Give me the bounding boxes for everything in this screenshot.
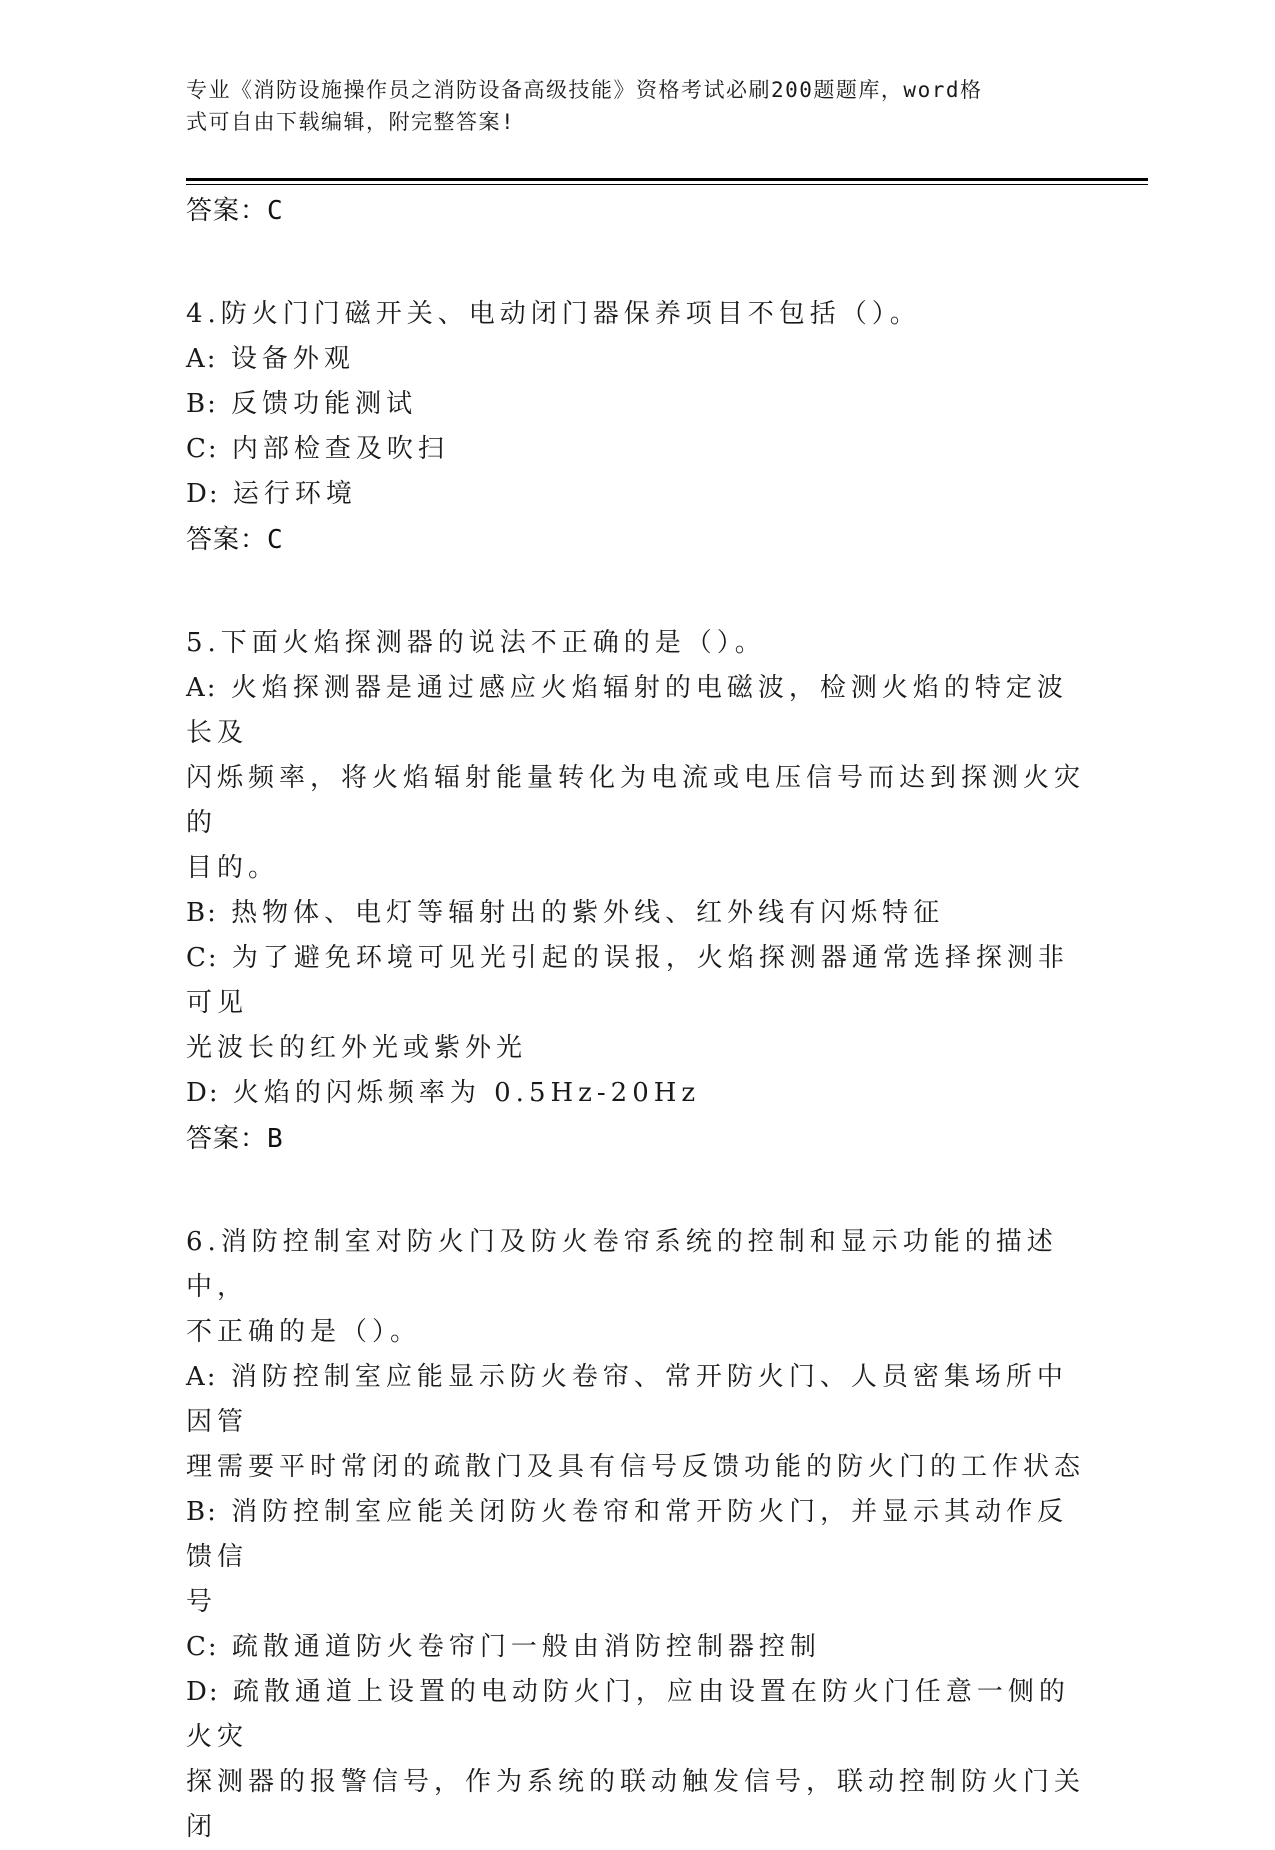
answer-value: C [267,196,284,226]
option-b-cont: 号 [186,1587,218,1617]
option-b: B: 反馈功能测试 [186,389,418,419]
answer-label: 答案： [186,196,268,226]
spacer [186,563,1086,621]
option-a: A: 消防控制室应能显示防火卷帘、常开防火门、人员密集场所中因管 [186,1362,1068,1437]
question-stem: 4.防火门门磁开关、电动闭门器保养项目不包括（）。 [186,299,921,329]
option-a-cont: 理需要平时常闭的疏散门及具有信号反馈功能的防火门的工作状态 [186,1452,1086,1482]
option-c: C: 疏散通道防火卷帘门一般由消防控制器控制 [186,1632,821,1662]
option-c: C: 内部检查及吹扫 [186,434,449,464]
option-a-cont: 目的。 [186,853,280,883]
option-a-cont: 闪烁频率，将火焰辐射能量转化为电流或电压信号而达到探测火灾的 [186,763,1086,838]
header-line-2: 式可自由下载编辑，附完整答案! [186,110,516,134]
option-b: B: 消防控制室应能关闭防火卷帘和常开防火门，并显示其动作反馈信 [186,1497,1069,1572]
answer-line-q4: 答案：C [186,525,284,555]
option-d: D: 疏散通道上设置的电动防火门，应由设置在防火门任意一侧的火灾 [186,1677,1070,1752]
option-c: C: 为了避免环境可见光引起的误报，火焰探测器通常选择探测非可见 [186,943,1069,1018]
option-d: D: 运行环境 [186,479,357,509]
option-d-cont: 探测器的报警信号，作为系统的联动触发信号，联动控制防火门关闭 [186,1767,1086,1842]
answer-line-q3 [186,188,1086,234]
option-a: A: 设备外观 [186,344,355,374]
option-a: A: 火焰探测器是通过感应火焰辐射的电磁波，检测火焰的特定波长及 [186,673,1068,748]
header-rule-thick [186,178,1148,181]
document-content [186,188,1086,1850]
header-line-1: 专业《消防设施操作员之消防设备高级技能》资格考试必刷200题题库，word格 [186,78,983,102]
option-b: B: 热物体、电灯等辐射出的紫外线、红外线有闪烁特征 [186,898,945,928]
question-6 [186,1220,1086,1850]
spacer [186,1162,1086,1220]
question-stem: 6.消防控制室对防火门及防火卷帘系统的控制和显示功能的描述中， [186,1227,1058,1302]
question-4 [186,292,1086,563]
spacer [186,234,1086,292]
option-d: D: 火焰的闪烁频率为 0.5Hz-20Hz [186,1078,701,1108]
question-5 [186,621,1086,1162]
question-stem: 5.下面火焰探测器的说法不正确的是（）。 [186,628,766,658]
answer-line-q5: 答案：B [186,1124,284,1154]
option-c-cont: 光波长的红外光或紫外光 [186,1033,528,1063]
document-header [186,74,1076,138]
question-stem-cont: 不正确的是（）。 [186,1317,422,1347]
header-rule-thin [186,184,1148,185]
